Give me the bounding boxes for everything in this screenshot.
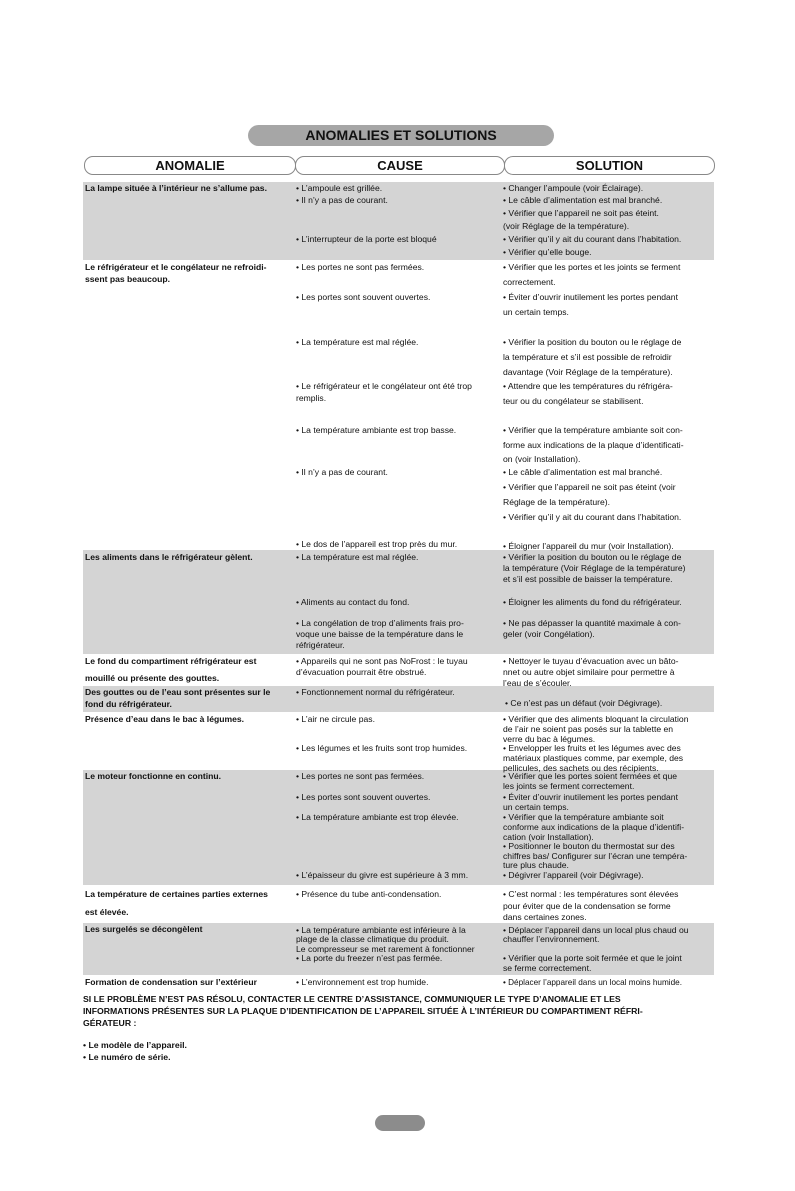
- solution-text: • Éloigner l’appareil du mur (voir Installation).: [503, 541, 674, 551]
- anomaly-text: Le fond du compartiment réfrigérateur est: [85, 656, 257, 666]
- solution-text: • Changer l’ampoule (voir Éclairage).: [503, 183, 644, 193]
- cause-text: • L’environnement est trop humide.: [296, 977, 429, 987]
- solution-text: correctement.: [503, 277, 556, 287]
- anomaly-text: La température de certaines parties externes: [85, 889, 268, 899]
- solution-text: matériaux plastiques comme, par exemple, des: [503, 753, 684, 763]
- cause-text: • La température est mal réglée.: [296, 337, 419, 347]
- solution-text: la température (Voir Réglage de la température): [503, 563, 686, 573]
- solution-text: • Nettoyer le tuyau d’évacuation avec un bâto-: [503, 656, 679, 666]
- cause-text: • Le réfrigérateur et le congélateur ont été trop: [296, 381, 472, 391]
- solution-text: geler (voir Congélation).: [503, 629, 595, 639]
- cause-text: • L’épaisseur du givre est supérieure à 3 mm.: [296, 870, 469, 880]
- solution-text: • Vérifier la position du bouton ou le réglage de: [503, 337, 682, 347]
- cause-text: d’évacuation pourrait être obstrué.: [296, 667, 427, 677]
- cause-text: réfrigérateur.: [296, 640, 345, 650]
- solution-text: • Vérifier que l’appareil ne soit pas éteint.: [503, 208, 659, 218]
- solution-text: teur ou du congélateur se stabilisent.: [503, 396, 644, 406]
- solution-text: • Vérifier que des aliments bloquant la circulation: [503, 714, 689, 724]
- solution-text: • Envelopper les fruits et les légumes avec des: [503, 743, 681, 753]
- cause-text: voque une baisse de la température dans le: [296, 629, 464, 639]
- solution-text: conforme aux indications de la plaque d’identifi-: [503, 822, 685, 832]
- cause-text: plage de la classe climatique du produit.: [296, 934, 449, 944]
- solution-text: • Positionner le bouton du thermostat sur des: [503, 841, 675, 851]
- solution-text: les joints se ferment correctement.: [503, 781, 635, 791]
- solution-text: chauffer l’environnement.: [503, 934, 600, 944]
- cause-text: • Il n’y a pas de courant.: [296, 467, 388, 477]
- solution-text: • Dégivrer l’appareil (voir Dégivrage).: [503, 870, 644, 880]
- cause-text: • L’interrupteur de la porte est bloqué: [296, 234, 437, 244]
- bullet-serial: • Le numéro de série.: [83, 1052, 171, 1062]
- solution-text: • Éviter d’ouvrir inutilement les portes pendant: [503, 792, 678, 802]
- cause-text: • Les portes ne sont pas fermées.: [296, 262, 425, 272]
- cause-text: • La température ambiante est trop basse.: [296, 425, 457, 435]
- bullet-model: • Le modèle de l’appareil.: [83, 1040, 187, 1050]
- solution-text: • Vérifier que la température ambiante soit: [503, 812, 664, 822]
- cause-text: • Il n’y a pas de courant.: [296, 195, 388, 205]
- cause-text: • Aliments au contact du fond.: [296, 597, 410, 607]
- solution-text: (voir Réglage de la température).: [503, 221, 630, 231]
- solution-text: davantage (Voir Réglage de la température).: [503, 367, 673, 377]
- cause-text: • Présence du tube anti-condensation.: [296, 889, 442, 899]
- cause-text: • La température est mal réglée.: [296, 552, 419, 562]
- cause-text: • Les portes sont souvent ouvertes.: [296, 792, 431, 802]
- solution-text: on (voir Installation).: [503, 454, 581, 464]
- solution-text: un certain temps.: [503, 802, 569, 812]
- solution-text: pellicules, des sachets ou des récipients.: [503, 763, 659, 773]
- notice-line: SI LE PROBLÈME N’EST PAS RÉSOLU, CONTACTER LE CENTRE D’ASSISTANCE, COMMUNIQUER LE TYPE D’ANOMALIE ET LES: [83, 994, 621, 1004]
- solution-text: la température et s’il est possible de refroidir: [503, 352, 672, 362]
- anomaly-text: Le réfrigérateur et le congélateur ne refroidi-: [85, 262, 267, 272]
- solution-text: • Le câble d’alimentation est mal branché.: [503, 467, 663, 477]
- cause-text: • Les portes sont souvent ouvertes.: [296, 292, 431, 302]
- solution-text: nnet ou autre objet similaire pour permettre à: [503, 667, 675, 677]
- anomaly-text: Des gouttes ou de l’eau sont présentes sur le: [85, 687, 271, 697]
- cause-text: • L’ampoule est grillée.: [296, 183, 383, 193]
- cause-text: Le compresseur se met rarement à fonctionner: [296, 944, 475, 954]
- cause-text: • Le dos de l’appareil est trop près du mur.: [296, 539, 458, 549]
- column-header-solution: SOLUTION: [504, 156, 715, 175]
- anomaly-text: Formation de condensation sur l’extérieur: [85, 977, 257, 987]
- solution-text: • Vérifier que la porte soit fermée et que le joint: [503, 953, 682, 963]
- solution-text: forme aux indications de la plaque d’identificati-: [503, 440, 684, 450]
- anomaly-text: ssent pas beaucoup.: [85, 274, 171, 284]
- solution-text: cation (voir Installation).: [503, 832, 594, 842]
- anomaly-text: La lampe située à l’intérieur ne s’allume pas.: [85, 183, 267, 193]
- cause-text: • Les portes ne sont pas fermées.: [296, 771, 425, 781]
- solution-text: • Ce n’est pas un défaut (voir Dégivrage).: [505, 698, 663, 708]
- assistance-notice: [83, 993, 723, 1029]
- solution-text: ture plus chaude.: [503, 860, 569, 870]
- solution-text: • Vérifier qu’elle bouge.: [503, 247, 592, 257]
- cause-text: • Les légumes et les fruits sont trop humides.: [296, 743, 468, 753]
- cause-text: • La température ambiante est inférieure à la: [296, 925, 466, 935]
- solution-text: • Déplacer l’appareil dans un local plus chaud ou: [503, 925, 689, 935]
- solution-text: • Vérifier la position du bouton ou le réglage de: [503, 552, 682, 562]
- notice-line: INFORMATIONS PRÉSENTES SUR LA PLAQUE D’IDENTIFICATION DE L’APPAREIL SITUÉE À L’INTÉRIEUR DU COMPARTIMENT RÉFRI-: [83, 1006, 643, 1016]
- page-title: ANOMALIES ET SOLUTIONS: [248, 125, 554, 146]
- solution-text: chiffres bas/ Configurer sur l’écran une tempéra-: [503, 851, 688, 861]
- solution-text: de l’air ne soient pas posés sur la tablette en: [503, 724, 674, 734]
- column-header-cause: CAUSE: [295, 156, 505, 175]
- cause-text: remplis.: [296, 393, 327, 403]
- cause-text: • La température ambiante est trop élevée.: [296, 812, 459, 822]
- anomaly-text: Les surgelés se décongèlent: [85, 924, 203, 934]
- anomaly-text: Présence d’eau dans le bac à légumes.: [85, 714, 245, 724]
- solution-text: verre du bac à légumes.: [503, 734, 596, 744]
- solution-text: • Ne pas dépasser la quantité maximale à con-: [503, 618, 681, 628]
- solution-text: • Vérifier que les portes soient fermées et que: [503, 771, 678, 781]
- solution-text: • Déplacer l’appareil dans un local moins humide.: [503, 978, 682, 987]
- solution-text: • Vérifier que la température ambiante soit con-: [503, 425, 683, 435]
- page-number-badge: [375, 1115, 425, 1131]
- cause-text: • La porte du freezer n’est pas fermée.: [296, 953, 443, 963]
- solution-text: • Le câble d’alimentation est mal branché.: [503, 195, 663, 205]
- cause-text: • Appareils qui ne sont pas NoFrost : le tuyau: [296, 656, 468, 666]
- solution-text: • Éloigner les aliments du fond du réfrigérateur.: [503, 597, 682, 607]
- anomaly-text: fond du réfrigérateur.: [85, 699, 172, 709]
- solution-text: • Vérifier que les portes et les joints se ferment: [503, 262, 681, 272]
- solution-text: • C’est normal : les températures sont élevées: [503, 889, 679, 899]
- solution-text: se ferme correctement.: [503, 963, 592, 973]
- column-header-anomalie: ANOMALIE: [84, 156, 296, 175]
- solution-text: pour éviter que de la condensation se forme: [503, 901, 671, 911]
- solution-text: dans certaines zones.: [503, 912, 587, 922]
- solution-text: l’eau de s’écouler.: [503, 678, 572, 688]
- solution-text: • Vérifier que l’appareil ne soit pas éteint (voir: [503, 482, 676, 492]
- solution-text: • Vérifier qu’il y ait du courant dans l’habitation.: [503, 512, 682, 522]
- anomaly-text: est élevée.: [85, 907, 129, 917]
- cause-text: • L’air ne circule pas.: [296, 714, 375, 724]
- solution-text: et s’il est possible de baisser la température.: [503, 574, 673, 584]
- anomaly-text: mouillé ou présente des gouttes.: [85, 673, 220, 683]
- anomaly-text: Le moteur fonctionne en continu.: [85, 771, 222, 781]
- notice-line: GÉRATEUR :: [83, 1018, 137, 1028]
- solution-text: Réglage de la température).: [503, 497, 611, 507]
- cause-text: • Fonctionnement normal du réfrigérateur.: [296, 687, 455, 697]
- solution-text: • Vérifier qu’il y ait du courant dans l’habitation.: [503, 234, 682, 244]
- anomaly-text: Les aliments dans le réfrigérateur gèlent.: [85, 552, 253, 562]
- cause-text: • La congélation de trop d’aliments frais pro-: [296, 618, 464, 628]
- solution-text: • Attendre que les températures du réfrigéra-: [503, 381, 673, 391]
- solution-text: un certain temps.: [503, 307, 569, 317]
- solution-text: • Éviter d’ouvrir inutilement les portes pendant: [503, 292, 678, 302]
